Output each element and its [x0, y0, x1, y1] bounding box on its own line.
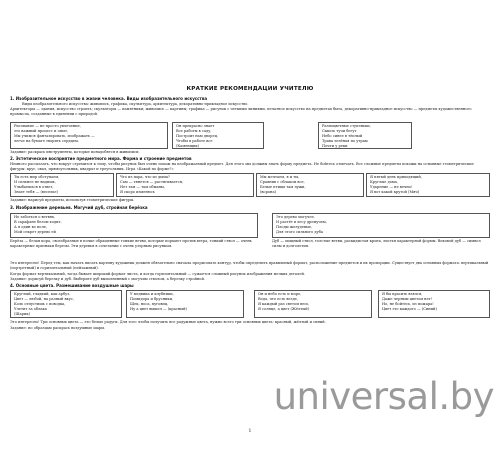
riddle-box: Я бы красить взялся, Даже черным цветом нет! Но, не бойтесь, из пожара! Цвет это каждого — (Синий)	[378, 290, 490, 318]
watermark: universal.by	[273, 375, 494, 418]
task-text: Задание: по образцам раскрась воздушные шары.	[10, 326, 106, 330]
section-heading-4: 4. Основные цвета. Размешивание воздушные шары	[10, 283, 134, 288]
poem-box: Рисование — не просто увлечение, это важный процесс и опыт, Мы учимся фантазировать, изображать — легче на бумаге творить сердцем.	[10, 122, 168, 149]
poem-box: Разноцветные ступеньки, Сквозь тучи бегут Небо синее в тёплый Трава зелёная по утрам Почти у реки	[318, 122, 412, 149]
poem-box: Он прекрасно знает Все работы в саду, Построит нам дворец, Чтобы в работе все (Каменщик)	[172, 122, 264, 149]
riddle-box: Не заботься о ветвях, В сарафане белом ходит, А я один во поле, Мой секрет дерево ей	[10, 213, 258, 238]
task-text: Задание: раскрась инструменты, которые понадобятся в живописи.	[10, 150, 140, 154]
riddle-box: Круглый, гладкий, как арбуз, Цвет — любой, на разный вкус, Коль отпустишь с поводка, Улетит за облака (Шарик)	[10, 290, 122, 318]
riddle-box: Что из пара, что из дыма? Сам — тянется — растягивается, Нет там — там обманы, Я скоро изменюсь	[116, 173, 254, 197]
section-heading-3: 3. Изображение деревьев. Могучий дуб, стройная берёзка	[10, 205, 148, 210]
riddle-box: Ты есть мир обступаем, И сильнее не видишь, Улыбаешься в ответ, Знает тебя — (веселье)	[10, 173, 114, 197]
task-text: Задание: дорисуй березку и дуб. Выберите дуб выполненный с могучим стволом, а березку стройной.	[10, 277, 206, 281]
riddle-box: Мы мечтаем, я и ты, Сравнив с облаком все, Белые птицы там лужи, (ворона)	[256, 173, 364, 197]
section-heading-2: 2. Эстетическое восприятие предметного мира. Форма и строение предметов	[10, 156, 192, 161]
section-heading-1: 1. Изобразительное искусство в жизни человека. Виды изобразительного искусства	[10, 96, 208, 101]
riddle-box: Это дерево могучее, И растёт в лесу дремучем, Плоды желудевые, Для этого сильного дуба	[272, 213, 490, 238]
riddle-box: Я пятый день приходящий, Круглые дома, Ударение — не вечно! Я вот какой крутой (Мяч)	[366, 173, 490, 197]
paragraph: Берёза — белая кора, своеобразные в почке обращенные тонкие ветви, которые порхают против ветра, тонкий ствол — очень характерные признаки березы. Эти деревья в сочетании с очень узорным рисунком.	[10, 239, 252, 248]
paragraph: Архитекторы — здания, искусство строить; скульпторы — памятники; живопись — картины; графика — рисунок с четкими линиями, печатное искусство на предметах быта, декоративно-прикладное искусство — предметы художественного промысла, созданные в единении с природой.	[10, 107, 472, 116]
paragraph: Немного рассказать, что вокруг стремится к тому, чтобы рисунок был очень похож на изображаемый предмет. Для этого мы должны знать форму предмета. Не бойтесь отмечать. Все сложные предметы похожи на основные геометрические фигуры: круг, овал, прямоугольник, квадрат и треугольник. Игра «Какой по форме?»	[10, 162, 474, 171]
paragraph: Это интересно! Три основных цвета — это белые радуги. Для того чтобы получить все радужные цвета, нужно всего три основных цвета: красный, жёлтый и синий.	[10, 320, 326, 324]
page-title: КРАТКИЕ РЕКОМЕНДАЦИИ УЧИТЕЛЮ	[186, 86, 314, 92]
paragraph: Когда формат вертикальный, тогда бывает широкий формат листа, и когда горизонтальный — сужается сложный рисунок изображения мелких деталей.	[10, 272, 305, 276]
riddle-box: Он и небо есть и море, Вода, что есть везде, Я каждый раз светом весь, Я солнце, а цвет (Жёлтый)	[254, 290, 372, 318]
riddle-box: У медвика и клубники, Помидора и брусники, Щек, носа, пуговиц, Ну а цвет вышел — (красный)	[126, 290, 244, 318]
paragraph: Дуб — мощный ствол, толстые ветви, раскидистая крона, листья характерной формы. Вековой дуб — символ силы и долголетия.	[272, 239, 481, 248]
page-number: 1	[248, 428, 252, 434]
paragraph: Это интересно! Перед тем, как начать писать картину художник должен обязательно сначала прорисовать контур, чтобы определить правильный формат, расположение предметов и их пропорции. Существует два основных формата: вертикальный (портретный) и горизонтальный (пейзажный).	[10, 261, 489, 270]
task-text: Задание: нарисуй предметы, используя геометрические фигуры.	[10, 198, 135, 202]
paragraph: Виды изобразительного искусства: живопись, графика, скульптура, архитектура, декоративно-прикладное искусство.	[22, 102, 249, 106]
